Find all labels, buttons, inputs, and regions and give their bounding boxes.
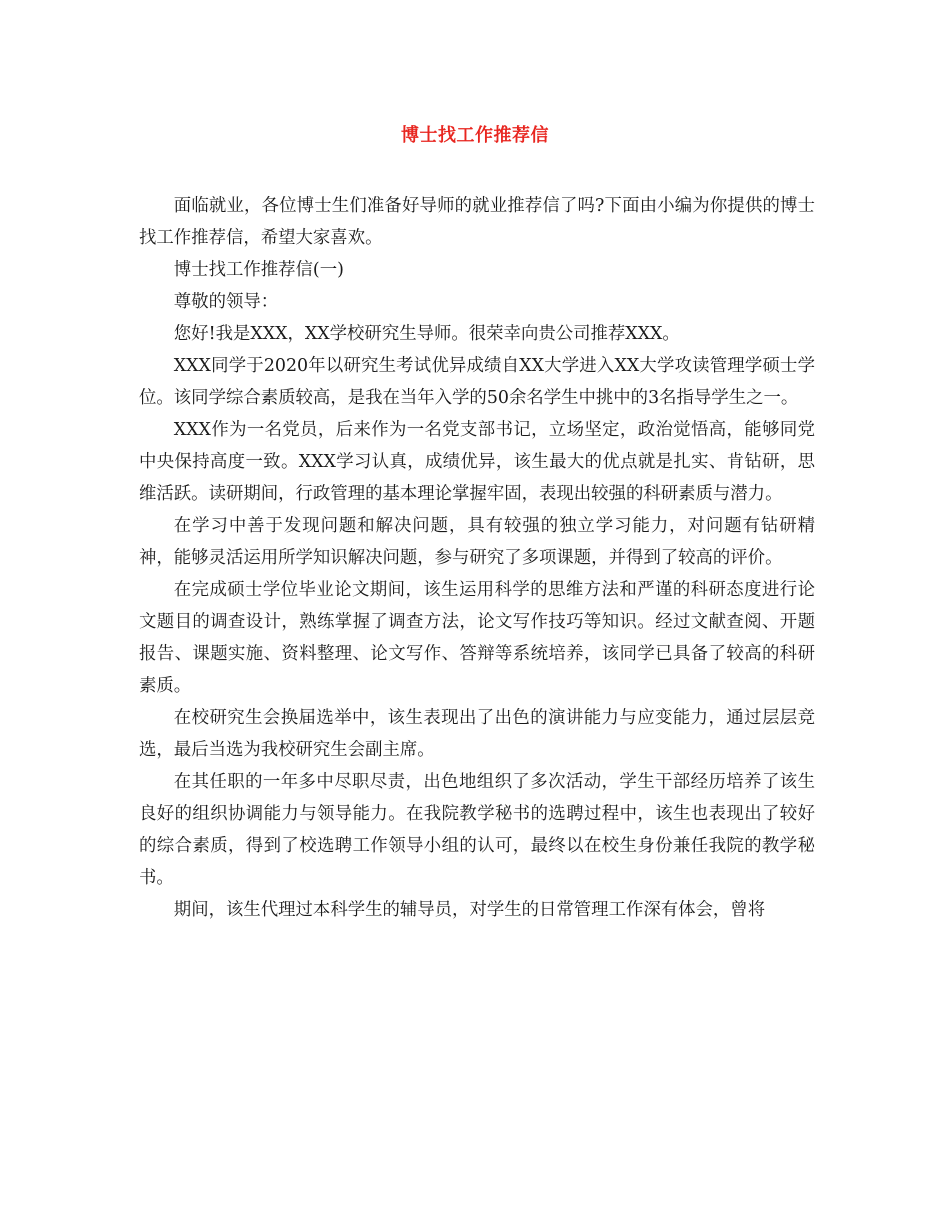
paragraph-intro: 面临就业，各位博士生们准备好导师的就业推荐信了吗?下面由小编为你提供的博士找工作推荐信，希望大家喜欢。 [139,196,815,248]
document-body [139,190,815,926]
paragraph-tenure: 在其任职的一年多中尽职尽责，出色地组织了多次活动，学生干部经历培养了该生良好的组织协调能力与领导能力。在我院教学秘书的选聘过程中，该生也表现出了较好的综合素质，得到了校选聘工作领导小组的认可，最终以在校生身份兼任我院的教学秘书。 [139,772,815,888]
paragraph-party-member: XXX作为一名党员，后来作为一名党支部书记，立场坚定，政治觉悟高，能够同党中央保持高度一致。XXX学习认真，成绩优异，该生最大的优点就是扎实、肯钻研，思维活跃。读研期间，行政管理的基本理论掌握牢固，表现出较强的科研素质与潜力。 [139,420,815,504]
paragraph-thesis: 在完成硕士学位毕业论文期间，该生运用科学的思维方法和严谨的科研态度进行论文题目的调查设计，熟练掌握了调查方法，论文写作技巧等知识。经过文献查阅、开题报告、课题实施、资料整理、论文写作、答辩等系统培养，该同学已具备了较高的科研素质。 [139,580,815,696]
paragraph-greeting: 您好!我是XXX，XX学校研究生导师。很荣幸向贵公司推荐XXX。 [173,324,680,344]
paragraph-election: 在校研究生会换届选举中，该生表现出了出色的演讲能力与应变能力，通过层层竞选，最后当选为我校研究生会副主席。 [139,708,815,760]
paragraph-admission: XXX同学于2020年以研究生考试优异成绩自XX大学进入XX大学攻读管理学硕士学位。该同学综合素质较高，是我在当年入学的50余名学生中挑中的3名指导学生之一。 [139,356,815,408]
paragraph-letter-heading: 博士找工作推荐信(一) [173,260,344,280]
paragraph-counselor: 期间，该生代理过本科学生的辅导员，对学生的日常管理工作深有体会，曾将 [173,900,766,920]
document-title: 博士找工作推荐信 [401,125,549,146]
paragraph-salutation: 尊敬的领导： [173,292,279,312]
paragraph-study-ability: 在学习中善于发现问题和解决问题，具有较强的独立学习能力，对问题有钻研精神，能够灵活运用所学知识解决问题，参与研究了多项课题，并得到了较高的评价。 [139,516,815,568]
